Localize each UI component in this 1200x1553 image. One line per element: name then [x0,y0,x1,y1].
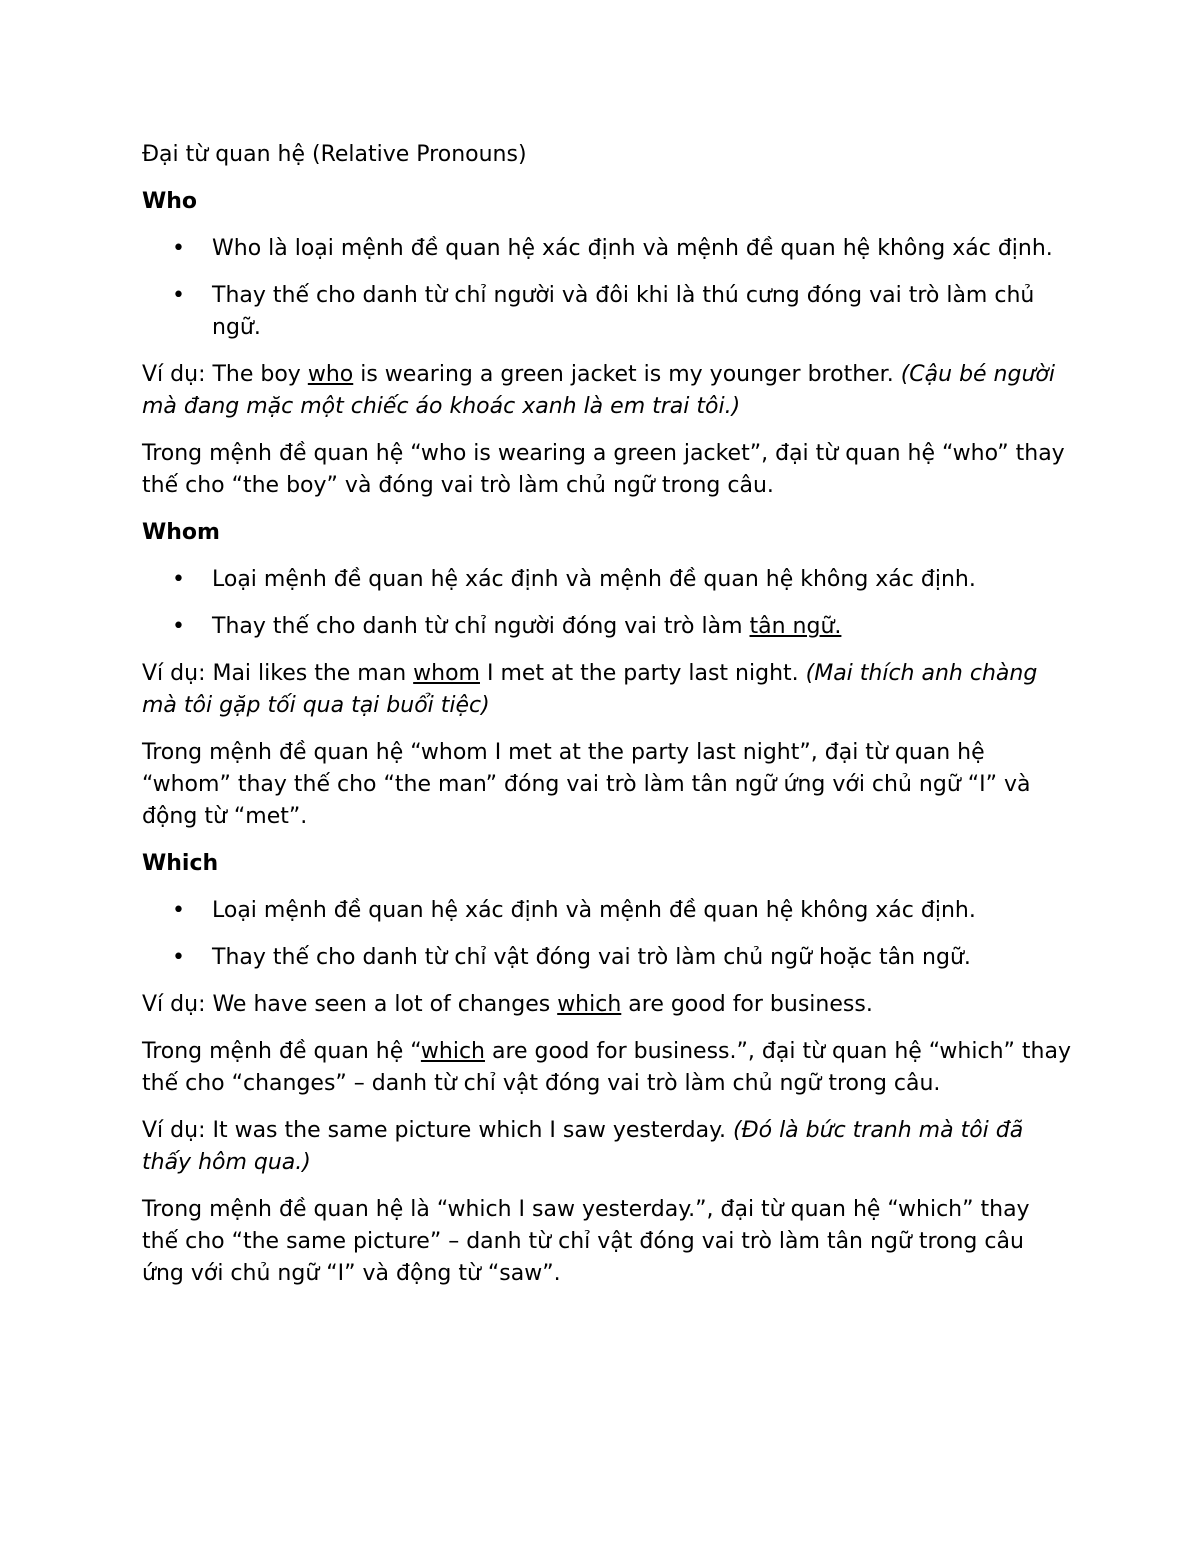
explanation-text: are good for business.”, đại từ quan hệ “which” thay thế cho “changes” – danh từ chỉ vật đóng vai trò làm chủ ngữ trong câu. [142,1039,1071,1096]
list-item-text: Thay thế cho danh từ chỉ người đóng vai trò làm [212,614,750,639]
example-text: Ví dụ: The boy [142,362,308,387]
explanation-text: Trong mệnh đề quan hệ “ [142,1039,421,1064]
example-text: Ví dụ: It was the same picture which I saw yesterday. [142,1118,733,1143]
list-item [142,895,1072,927]
list-item [142,564,1072,596]
list-item-text: Loại mệnh đề quan hệ xác định và mệnh đề quan hệ không xác định. [212,567,976,592]
list-item [142,611,1072,643]
list-item [142,942,1072,974]
whom-explanation: Trong mệnh đề quan hệ “whom I met at the party last night”, đại từ quan hệ “whom” thay thế cho “the man” đóng vai trò làm tân ngữ ứng với chủ ngữ “I” và động từ “met”. [142,740,1031,829]
example-translation: (Mai thích anh chàng mà tôi gặp tối qua tại buổi tiệc) [142,661,1038,718]
whom-bullet-list [142,564,1072,643]
list-item-text: Thay thế cho danh từ chỉ vật đóng vai trò làm chủ ngữ hoặc tân ngữ. [212,945,971,970]
bullet-icon: • [172,236,185,261]
list-item-text: Loại mệnh đề quan hệ xác định và mệnh đề quan hệ không xác định. [212,898,976,923]
list-item [142,233,1072,265]
relative-pronoun-keyword: whom [413,661,480,686]
list-item [142,280,1072,344]
which-example-2 [142,1115,1072,1179]
example-text: is wearing a green jacket is my younger brother. [353,362,901,387]
document-page [142,139,1072,1305]
bullet-icon: • [172,898,185,923]
which-bullet-list [142,895,1072,974]
section-heading-whom: Whom [142,520,220,545]
which-explanation-2: Trong mệnh đề quan hệ là “which I saw yesterday.”, đại từ quan hệ “which” thay thế cho “the same picture” – danh từ chỉ vật đóng vai trò làm tân ngữ trong câu ứng với chủ ngữ “I” và động từ “saw”. [142,1197,1030,1286]
section-heading-which: Which [142,851,219,876]
bullet-icon: • [172,945,185,970]
which-example-1 [142,989,1072,1021]
who-bullet-list [142,233,1072,344]
list-item-text: Thay thế cho danh từ chỉ người và đôi khi là thú cưng đóng vai trò làm chủ ngữ. [212,283,1035,340]
who-explanation: Trong mệnh đề quan hệ “who is wearing a green jacket”, đại từ quan hệ “who” thay thế cho “the boy” và đóng vai trò làm chủ ngữ trong câu. [142,441,1065,498]
who-example [142,359,1072,423]
bullet-icon: • [172,567,185,592]
example-text: I met at the party last night. [479,661,806,686]
whom-example [142,658,1072,722]
underlined-term: tân ngữ. [749,614,842,639]
relative-pronoun-keyword: which [420,1039,485,1064]
which-explanation-1 [142,1036,1072,1100]
list-item-text: Who là loại mệnh đề quan hệ xác định và mệnh đề quan hệ không xác định. [212,236,1053,261]
document-title: Đại từ quan hệ (Relative Pronouns) [142,142,527,167]
example-translation: (Cậu bé người mà đang mặc một chiếc áo khoác xanh là em trai tôi.) [142,362,1055,419]
relative-pronoun-keyword: who [307,362,354,387]
bullet-icon: • [172,614,185,639]
example-text: Ví dụ: We have seen a lot of changes [142,992,558,1017]
example-text: are good for business. [621,992,873,1017]
example-text: Ví dụ: Mai likes the man [142,661,414,686]
relative-pronoun-keyword: which [557,992,622,1017]
section-heading-who: Who [142,189,198,214]
example-translation: (Đó là bức tranh mà tôi đã thấy hôm qua.) [142,1118,1024,1175]
bullet-icon: • [172,283,185,308]
